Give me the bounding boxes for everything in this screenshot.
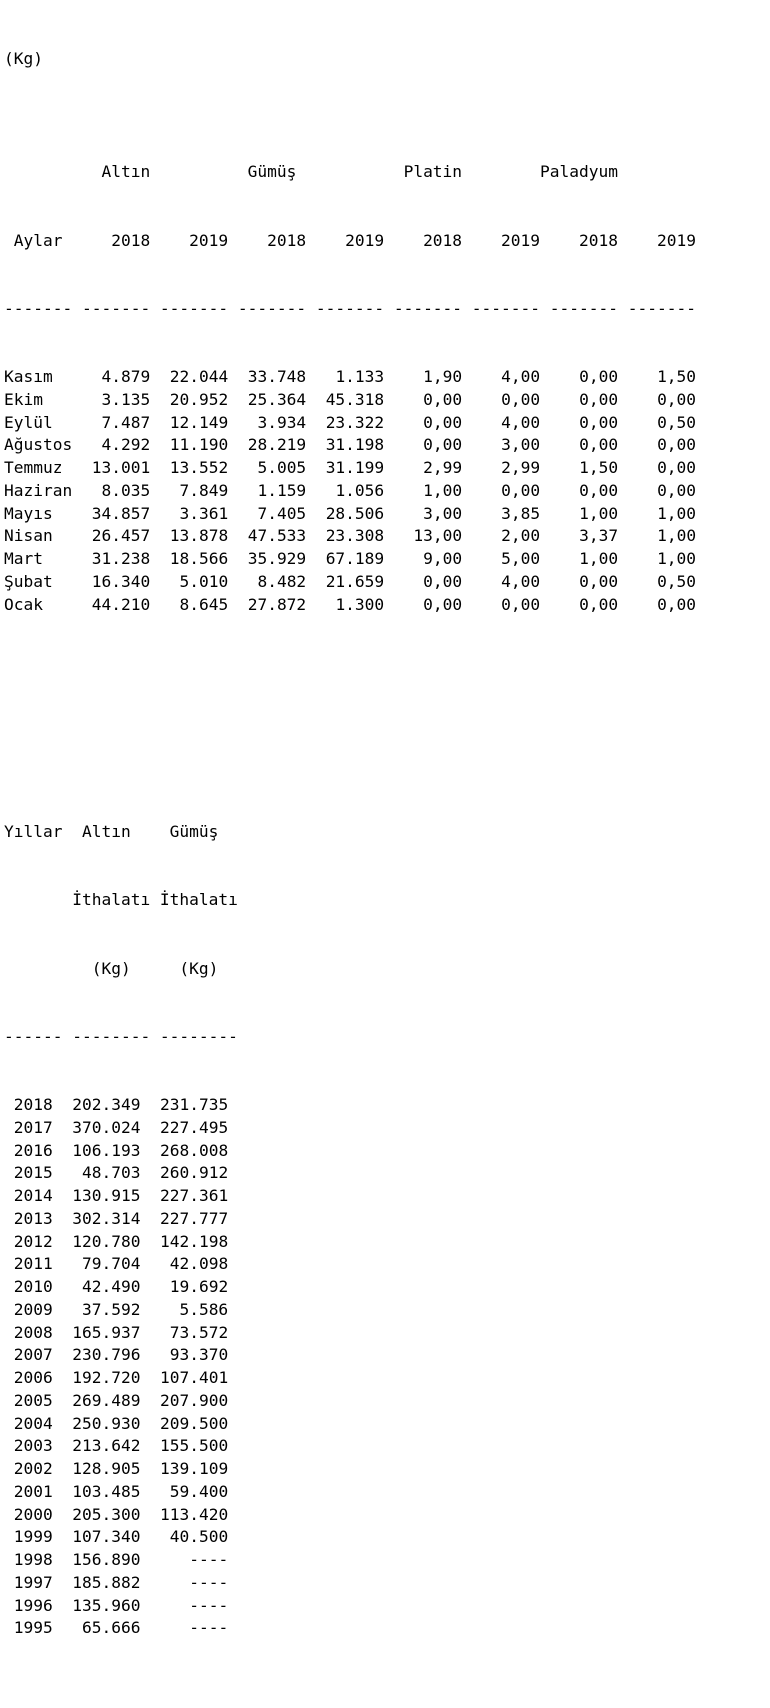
value-cell: 3.934 xyxy=(257,412,307,432)
value-cell: 3.135 xyxy=(101,389,151,409)
table-row xyxy=(4,1299,696,1322)
value-cell: 192.720 xyxy=(72,1368,141,1387)
value-cell: 1,00 xyxy=(657,526,697,546)
month-cell: Ekim xyxy=(4,389,43,409)
value-cell: 231.735 xyxy=(159,1095,229,1114)
value-cell: 0,00 xyxy=(579,412,619,432)
value-cell: 8.035 xyxy=(101,480,151,500)
table-row xyxy=(4,1481,696,1504)
table-row xyxy=(4,1162,696,1185)
value-cell: 370.024 xyxy=(72,1117,141,1137)
value-cell: 2,99 xyxy=(423,458,463,477)
value-cell: ---- xyxy=(189,1550,229,1569)
value-cell: 5.010 xyxy=(179,571,229,591)
value-cell: 28.506 xyxy=(325,503,385,523)
value-cell: 227.361 xyxy=(159,1186,229,1205)
value-cell: 42.490 xyxy=(81,1277,141,1296)
value-cell: 185.882 xyxy=(72,1572,141,1592)
value-cell: 0,50 xyxy=(657,412,697,432)
value-cell: 13.552 xyxy=(169,458,229,477)
year-cell: 1998 xyxy=(13,1550,53,1569)
value-cell: 5.005 xyxy=(257,458,307,477)
value-cell: 2,00 xyxy=(501,526,541,546)
value-cell: 0,00 xyxy=(657,435,697,455)
table-row xyxy=(4,1094,696,1117)
month-cell: Ocak xyxy=(4,594,43,614)
table-row xyxy=(4,1253,696,1276)
document xyxy=(4,2,696,1708)
table-row xyxy=(4,1185,696,1208)
table-row xyxy=(4,1595,696,1618)
value-cell: 155.500 xyxy=(159,1436,229,1456)
value-cell: 0,00 xyxy=(423,435,463,455)
table-row xyxy=(4,1390,696,1413)
value-cell: 205.300 xyxy=(72,1504,141,1524)
value-cell: 5.586 xyxy=(179,1299,229,1319)
value-cell: 45.318 xyxy=(325,389,385,409)
table-row xyxy=(4,525,696,548)
year-cell: 2010 xyxy=(13,1277,53,1296)
year-cell: 2009 xyxy=(13,1299,53,1319)
value-cell: 31.238 xyxy=(91,549,151,568)
value-cell: 1,00 xyxy=(579,549,619,568)
value-cell: 0,00 xyxy=(423,594,463,614)
value-cell: 3.361 xyxy=(179,503,229,523)
value-cell: 23.322 xyxy=(325,412,385,432)
value-cell: 73.572 xyxy=(169,1322,229,1342)
value-cell: 202.349 xyxy=(72,1095,141,1114)
table-row xyxy=(4,1344,696,1367)
value-cell: 1,00 xyxy=(423,480,463,500)
value-cell: 11.190 xyxy=(169,435,229,455)
value-cell: 130.915 xyxy=(72,1186,141,1205)
value-cell: 12.149 xyxy=(169,412,229,432)
value-cell: 67.189 xyxy=(325,549,385,568)
year-cell: 2011 xyxy=(13,1254,53,1274)
year-cell: 2003 xyxy=(13,1436,53,1456)
year-cell: 2013 xyxy=(13,1208,53,1228)
value-cell: 0,00 xyxy=(579,367,619,386)
value-cell: 25.364 xyxy=(247,389,307,409)
value-cell: 4.879 xyxy=(101,367,151,386)
year-cell: 1997 xyxy=(13,1572,53,1592)
year-cell: 2002 xyxy=(13,1459,53,1478)
value-cell: 0,00 xyxy=(579,480,619,500)
month-cell: Mart xyxy=(4,549,43,568)
value-cell: 5,00 xyxy=(501,549,541,568)
value-cell: 227.777 xyxy=(159,1208,229,1228)
value-cell: 227.495 xyxy=(159,1117,229,1137)
value-cell: 8.645 xyxy=(179,594,229,614)
value-cell: 0,00 xyxy=(501,594,541,614)
value-cell: ---- xyxy=(189,1618,229,1638)
value-cell: 1,50 xyxy=(579,458,619,477)
month-cell: Ağustos xyxy=(4,435,73,455)
table-row xyxy=(4,412,696,435)
value-cell: 103.485 xyxy=(72,1481,141,1501)
table-row xyxy=(4,1549,696,1572)
value-cell: 107.401 xyxy=(159,1368,229,1387)
year-cell: 1995 xyxy=(13,1618,53,1638)
yearly-table-body xyxy=(4,1094,696,1640)
value-cell: 4,00 xyxy=(501,367,541,386)
table-row xyxy=(4,1572,696,1595)
value-cell: 42.098 xyxy=(169,1254,229,1274)
year-cell: 2005 xyxy=(13,1390,53,1410)
value-cell: 4,00 xyxy=(501,571,541,591)
year-cell: 2006 xyxy=(13,1368,53,1387)
value-cell: 1.159 xyxy=(257,480,307,500)
month-cell: Temmuz xyxy=(4,458,63,477)
month-cell: Şubat xyxy=(4,571,53,591)
value-cell: 23.308 xyxy=(325,526,385,546)
value-cell: 165.937 xyxy=(72,1322,141,1342)
table-row xyxy=(4,1140,696,1163)
value-cell: 3,37 xyxy=(579,526,619,546)
value-cell: 1,00 xyxy=(657,549,697,568)
value-cell: 93.370 xyxy=(169,1345,229,1365)
month-cell: Haziran xyxy=(4,480,73,500)
monthly-table-group-header: Altın Gümüş Platin Paladyum xyxy=(4,162,618,182)
yearly-table-separator: ------ -------- -------- xyxy=(4,1026,238,1046)
value-cell: 0,50 xyxy=(657,571,697,591)
value-cell: 106.193 xyxy=(72,1140,141,1160)
table-row xyxy=(4,1367,696,1390)
month-cell: Eylül xyxy=(4,412,53,432)
value-cell: 20.952 xyxy=(169,389,229,409)
value-cell: 268.008 xyxy=(159,1140,229,1160)
value-cell: 0,00 xyxy=(501,480,541,500)
value-cell: 260.912 xyxy=(159,1163,229,1183)
value-cell: 4.292 xyxy=(101,435,151,455)
value-cell: 22.044 xyxy=(169,367,229,386)
year-cell: 2007 xyxy=(13,1345,53,1365)
value-cell: 31.198 xyxy=(325,435,385,455)
value-cell: 4,00 xyxy=(501,412,541,432)
value-cell: 107.340 xyxy=(72,1527,141,1547)
table-row xyxy=(4,480,696,503)
value-cell: 1,00 xyxy=(657,503,697,523)
monthly-table-column-header: Aylar 2018 2019 2018 2019 2018 2019 2018 2019 xyxy=(4,230,696,250)
value-cell: 139.109 xyxy=(159,1459,229,1478)
value-cell: 0,00 xyxy=(579,435,619,455)
value-cell: 1,00 xyxy=(579,503,619,523)
value-cell: 7.849 xyxy=(179,480,229,500)
value-cell: 3,00 xyxy=(501,435,541,455)
value-cell: 44.210 xyxy=(91,594,151,614)
value-cell: 0,00 xyxy=(423,571,463,591)
value-cell: 26.457 xyxy=(91,526,151,546)
year-cell: 2000 xyxy=(13,1504,53,1524)
table-row xyxy=(4,1413,696,1436)
monthly-table xyxy=(4,116,696,662)
value-cell: 8.482 xyxy=(257,571,307,591)
table-row xyxy=(4,594,696,617)
value-cell: 213.642 xyxy=(72,1436,141,1456)
value-cell: 135.960 xyxy=(72,1595,141,1615)
value-cell: 0,00 xyxy=(657,594,697,614)
yearly-table-header-line-1: Yıllar Altın Gümüş xyxy=(4,822,219,841)
table-row xyxy=(4,1231,696,1254)
year-cell: 2014 xyxy=(13,1186,53,1205)
year-cell: 2008 xyxy=(13,1322,53,1342)
table-row xyxy=(4,1208,696,1231)
value-cell: 0,00 xyxy=(423,412,463,432)
value-cell: 250.930 xyxy=(72,1413,141,1433)
value-cell: 31.199 xyxy=(325,458,385,477)
value-cell: 79.704 xyxy=(81,1254,141,1274)
month-cell: Nisan xyxy=(4,526,53,546)
value-cell: 302.314 xyxy=(72,1208,141,1228)
value-cell: 35.929 xyxy=(247,549,307,568)
value-cell: 7.487 xyxy=(101,412,151,432)
value-cell: 113.420 xyxy=(159,1504,229,1524)
table-row xyxy=(4,571,696,594)
value-cell: 13,00 xyxy=(413,526,463,546)
table-row xyxy=(4,1117,696,1140)
table-row xyxy=(4,1526,696,1549)
value-cell: 1,50 xyxy=(657,367,697,386)
value-cell: 21.659 xyxy=(325,571,385,591)
value-cell: 2,99 xyxy=(501,458,541,477)
value-cell: 156.890 xyxy=(72,1550,141,1569)
table-row xyxy=(4,389,696,412)
value-cell: 128.905 xyxy=(72,1459,141,1478)
value-cell: 0,00 xyxy=(501,389,541,409)
table-row xyxy=(4,366,696,389)
year-cell: 2015 xyxy=(13,1163,53,1183)
value-cell: 13.001 xyxy=(91,458,151,477)
value-cell: 13.878 xyxy=(169,526,229,546)
value-cell: ---- xyxy=(189,1595,229,1615)
value-cell: ---- xyxy=(189,1572,229,1592)
year-cell: 2001 xyxy=(13,1481,53,1501)
value-cell: 1.133 xyxy=(335,367,385,386)
value-cell: 207.900 xyxy=(159,1390,229,1410)
year-cell: 1996 xyxy=(13,1595,53,1615)
year-cell: 1999 xyxy=(13,1527,53,1547)
month-cell: Kasım xyxy=(4,367,53,386)
value-cell: 19.692 xyxy=(169,1277,229,1296)
value-cell: 16.340 xyxy=(91,571,151,591)
unit-label: (Kg) xyxy=(4,48,43,68)
value-cell: 34.857 xyxy=(91,503,151,523)
value-cell: 47.533 xyxy=(247,526,307,546)
monthly-table-body xyxy=(4,366,696,616)
value-cell: 9,00 xyxy=(423,549,463,568)
table-row xyxy=(4,1504,696,1527)
value-cell: 28.219 xyxy=(247,435,307,455)
value-cell: 1.300 xyxy=(335,594,385,614)
year-cell: 2017 xyxy=(13,1117,53,1137)
yearly-table-header-line-2: İthalatı İthalatı xyxy=(4,890,238,910)
year-cell: 2012 xyxy=(13,1231,53,1251)
value-cell: 0,00 xyxy=(579,594,619,614)
value-cell: 33.748 xyxy=(247,367,307,386)
year-cell: 2016 xyxy=(13,1140,53,1160)
table-row xyxy=(4,457,696,480)
value-cell: 3,85 xyxy=(501,503,541,523)
value-cell: 0,00 xyxy=(657,480,697,500)
table-row xyxy=(4,1617,696,1640)
value-cell: 1,90 xyxy=(423,367,463,386)
value-cell: 27.872 xyxy=(247,594,307,614)
value-cell: 142.198 xyxy=(159,1231,229,1251)
table-row xyxy=(4,1435,696,1458)
year-cell: 2004 xyxy=(13,1413,53,1433)
value-cell: 65.666 xyxy=(81,1618,141,1638)
year-cell: 2018 xyxy=(13,1095,53,1114)
table-row xyxy=(4,548,696,571)
yearly-table xyxy=(4,776,696,1686)
value-cell: 269.489 xyxy=(72,1390,141,1410)
value-cell: 59.400 xyxy=(169,1481,229,1501)
value-cell: 0,00 xyxy=(657,389,697,409)
value-cell: 40.500 xyxy=(169,1527,229,1547)
value-cell: 0,00 xyxy=(657,458,697,477)
blank-line xyxy=(4,707,696,730)
value-cell: 3,00 xyxy=(423,503,463,523)
value-cell: 0,00 xyxy=(579,389,619,409)
table-row xyxy=(4,503,696,526)
value-cell: 120.780 xyxy=(72,1231,141,1251)
monthly-table-separator: ------- ------- ------- ------- ------- ------- ------- ------- ------- xyxy=(4,298,696,318)
table-row xyxy=(4,1458,696,1481)
value-cell: 37.592 xyxy=(81,1299,141,1319)
month-cell: Mayıs xyxy=(4,503,53,523)
value-cell: 7.405 xyxy=(257,503,307,523)
value-cell: 18.566 xyxy=(169,549,229,568)
value-cell: 0,00 xyxy=(423,389,463,409)
table-row xyxy=(4,1276,696,1299)
table-row xyxy=(4,434,696,457)
value-cell: 1.056 xyxy=(335,480,385,500)
value-cell: 0,00 xyxy=(579,571,619,591)
value-cell: 48.703 xyxy=(81,1163,141,1183)
value-cell: 230.796 xyxy=(72,1345,141,1365)
value-cell: 209.500 xyxy=(159,1413,229,1433)
table-row xyxy=(4,1322,696,1345)
yearly-table-header-line-3: (Kg) (Kg) xyxy=(4,958,219,978)
